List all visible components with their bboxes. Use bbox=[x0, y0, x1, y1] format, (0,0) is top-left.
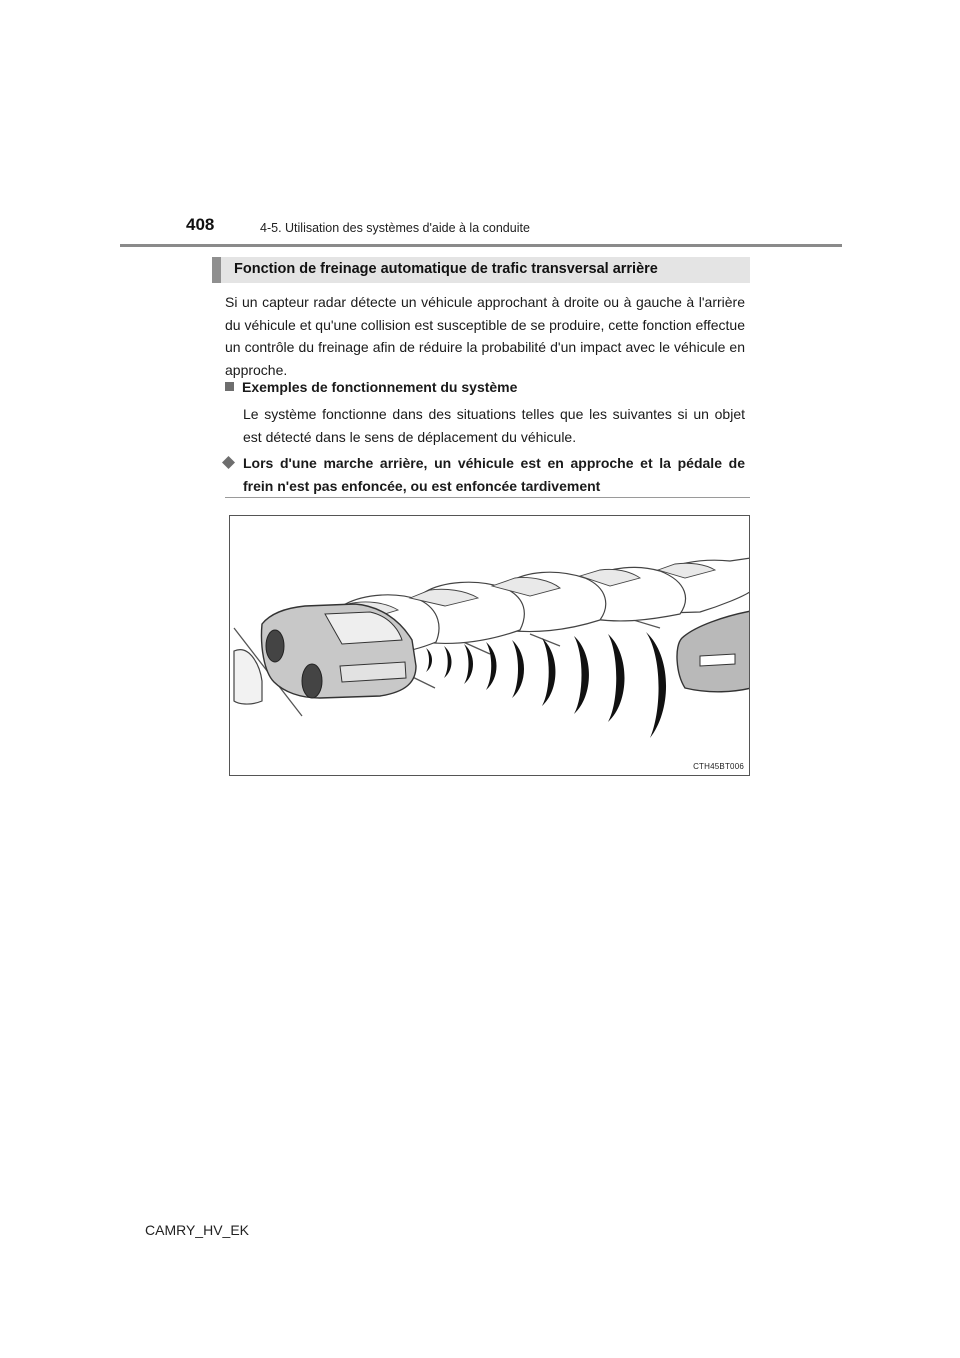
section-paragraph: Si un capteur radar détecte un véhicule approchant à droite ou à gauche à l'arrière du véhicule et qu'une collision est susceptible de se produire, cette fonction effectue un contrôle du freinage afin de réduire la probabilité d'un impact avec le véhicule en approche. bbox=[225, 294, 745, 378]
section-path: 4-5. Utilisation des systèmes d'aide à la conduite bbox=[260, 221, 530, 235]
approaching-car bbox=[677, 611, 750, 692]
examples-heading-text: Exemples de fonctionnement du système bbox=[242, 379, 518, 395]
examples-heading bbox=[225, 379, 517, 395]
page-number: 408 bbox=[186, 215, 215, 234]
section-title-bar bbox=[212, 257, 750, 283]
reversing-car bbox=[262, 604, 417, 698]
section-title: Fonction de freinage automatique de trafic transversal arrière bbox=[234, 261, 658, 277]
radar-waves bbox=[426, 632, 666, 738]
figure-code: CTH45BT006 bbox=[693, 762, 744, 771]
header-rule bbox=[120, 244, 842, 247]
parking-illustration bbox=[229, 515, 750, 776]
case-title: Lors d'une marche arrière, un véhicule est en approche et la pédale de frein n'est pas enfoncée, ou est enfoncée tardivement bbox=[243, 455, 745, 494]
square-bullet-icon bbox=[225, 382, 234, 391]
examples-intro: Le système fonctionne dans des situations telles que les suivantes si un objet est détecté dans le sens de déplacement du véhicule. bbox=[243, 406, 745, 445]
diamond-bullet-icon bbox=[222, 456, 235, 469]
case-rule bbox=[225, 497, 750, 498]
footer-model: CAMRY_HV_EK bbox=[145, 1222, 250, 1238]
parking-scene bbox=[230, 516, 750, 776]
